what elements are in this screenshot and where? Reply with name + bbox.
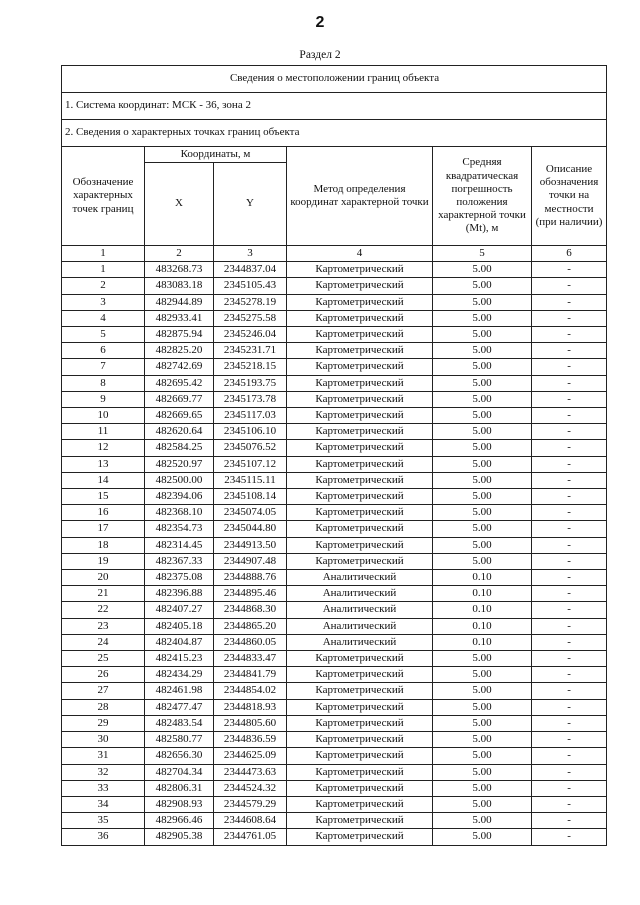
description: - xyxy=(532,278,607,294)
x-coordinate: 482461.98 xyxy=(145,683,214,699)
x-coordinate: 482669.77 xyxy=(145,391,214,407)
description: - xyxy=(532,683,607,699)
column-number: 3 xyxy=(214,246,287,262)
point-number: 26 xyxy=(62,667,145,683)
method: Картометрический xyxy=(287,780,433,796)
x-coordinate: 482933.41 xyxy=(145,310,214,326)
description: - xyxy=(532,408,607,424)
description: - xyxy=(532,424,607,440)
error-value: 5.00 xyxy=(433,796,532,812)
error-value: 5.00 xyxy=(433,651,532,667)
method: Картометрический xyxy=(287,651,433,667)
method: Картометрический xyxy=(287,456,433,472)
point-number: 28 xyxy=(62,699,145,715)
y-coordinate: 2345044.80 xyxy=(214,521,287,537)
point-number: 20 xyxy=(62,570,145,586)
error-value: 5.00 xyxy=(433,780,532,796)
method: Картометрический xyxy=(287,505,433,521)
x-coordinate: 482520.97 xyxy=(145,456,214,472)
error-value: 5.00 xyxy=(433,505,532,521)
method: Картометрический xyxy=(287,391,433,407)
x-coordinate: 482407.27 xyxy=(145,602,214,618)
x-coordinate: 482806.31 xyxy=(145,780,214,796)
x-coordinate: 482367.33 xyxy=(145,553,214,569)
x-coordinate: 482966.46 xyxy=(145,813,214,829)
y-coordinate: 2344865.20 xyxy=(214,618,287,634)
error-value: 5.00 xyxy=(433,262,532,278)
method: Картометрический xyxy=(287,278,433,294)
coord-system: 1. Система координат: МСК - 36, зона 2 xyxy=(62,93,607,120)
y-coordinate: 2344836.59 xyxy=(214,732,287,748)
x-coordinate: 482483.54 xyxy=(145,715,214,731)
x-coordinate: 482354.73 xyxy=(145,521,214,537)
description: - xyxy=(532,456,607,472)
point-number: 22 xyxy=(62,602,145,618)
description: - xyxy=(532,327,607,343)
error-value: 5.00 xyxy=(433,732,532,748)
column-number: 2 xyxy=(145,246,214,262)
y-coordinate: 2344625.09 xyxy=(214,748,287,764)
table-title: Сведения о местоположении границ объекта xyxy=(62,66,607,93)
error-value: 5.00 xyxy=(433,456,532,472)
table-row xyxy=(62,278,607,294)
table-row xyxy=(62,553,607,569)
y-coordinate: 2345076.52 xyxy=(214,440,287,456)
error-value: 5.00 xyxy=(433,278,532,294)
error-value: 5.00 xyxy=(433,537,532,553)
description: - xyxy=(532,359,607,375)
error-value: 5.00 xyxy=(433,764,532,780)
error-value: 5.00 xyxy=(433,489,532,505)
description: - xyxy=(532,634,607,650)
y-coordinate: 2344524.32 xyxy=(214,780,287,796)
error-value: 5.00 xyxy=(433,829,532,845)
point-number: 34 xyxy=(62,796,145,812)
y-coordinate: 2345108.14 xyxy=(214,489,287,505)
header-coordinates: Координаты, м xyxy=(145,147,287,163)
error-value: 5.00 xyxy=(433,553,532,569)
method: Картометрический xyxy=(287,489,433,505)
header-error: Средняя квадратическая погрешность положения характерной точки (Mt), м xyxy=(433,147,532,246)
y-coordinate: 2344837.04 xyxy=(214,262,287,278)
method: Картометрический xyxy=(287,553,433,569)
description: - xyxy=(532,262,607,278)
section-title: Раздел 2 xyxy=(299,49,341,61)
y-coordinate: 2344608.64 xyxy=(214,813,287,829)
method: Картометрический xyxy=(287,699,433,715)
method: Картометрический xyxy=(287,343,433,359)
error-value: 5.00 xyxy=(433,521,532,537)
coord-system-row xyxy=(62,93,607,120)
point-number: 12 xyxy=(62,440,145,456)
point-number: 27 xyxy=(62,683,145,699)
x-coordinate: 483083.18 xyxy=(145,278,214,294)
method: Картометрический xyxy=(287,472,433,488)
error-value: 0.10 xyxy=(433,634,532,650)
header-designation: Обозначение характерных точек границ xyxy=(62,147,145,246)
point-number: 8 xyxy=(62,375,145,391)
x-coordinate: 482477.47 xyxy=(145,699,214,715)
description: - xyxy=(532,521,607,537)
error-value: 0.10 xyxy=(433,586,532,602)
table-row xyxy=(62,310,607,326)
table-row xyxy=(62,699,607,715)
y-coordinate: 2345246.04 xyxy=(214,327,287,343)
x-coordinate: 482368.10 xyxy=(145,505,214,521)
method: Картометрический xyxy=(287,375,433,391)
y-coordinate: 2345106.10 xyxy=(214,424,287,440)
table-row xyxy=(62,618,607,634)
x-coordinate: 482394.06 xyxy=(145,489,214,505)
column-number-row xyxy=(62,246,607,262)
table-row xyxy=(62,456,607,472)
x-coordinate: 482908.93 xyxy=(145,796,214,812)
table-row xyxy=(62,262,607,278)
table-row xyxy=(62,327,607,343)
error-value: 5.00 xyxy=(433,683,532,699)
description: - xyxy=(532,764,607,780)
header-row xyxy=(62,147,607,163)
y-coordinate: 2345278.19 xyxy=(214,294,287,310)
description: - xyxy=(532,602,607,618)
point-number: 31 xyxy=(62,748,145,764)
x-coordinate: 482396.88 xyxy=(145,586,214,602)
y-coordinate: 2344805.60 xyxy=(214,715,287,731)
point-number: 23 xyxy=(62,618,145,634)
error-value: 5.00 xyxy=(433,359,532,375)
point-number: 13 xyxy=(62,456,145,472)
error-value: 5.00 xyxy=(433,699,532,715)
method: Картометрический xyxy=(287,829,433,845)
y-coordinate: 2344818.93 xyxy=(214,699,287,715)
description: - xyxy=(532,586,607,602)
description: - xyxy=(532,440,607,456)
table-row xyxy=(62,408,607,424)
point-number: 15 xyxy=(62,489,145,505)
method: Аналитический xyxy=(287,634,433,650)
y-coordinate: 2344868.30 xyxy=(214,602,287,618)
y-coordinate: 2345173.78 xyxy=(214,391,287,407)
point-number: 16 xyxy=(62,505,145,521)
table-row xyxy=(62,440,607,456)
description: - xyxy=(532,699,607,715)
table-row xyxy=(62,748,607,764)
point-number: 14 xyxy=(62,472,145,488)
points-title: 2. Сведения о характерных точках границ объекта xyxy=(62,120,607,147)
y-coordinate: 2344854.02 xyxy=(214,683,287,699)
error-value: 5.00 xyxy=(433,667,532,683)
x-coordinate: 482434.29 xyxy=(145,667,214,683)
table-title-row xyxy=(62,66,607,93)
boundary-points-table xyxy=(61,65,607,846)
description: - xyxy=(532,489,607,505)
table-row xyxy=(62,634,607,650)
y-coordinate: 2344833.47 xyxy=(214,651,287,667)
method: Картометрический xyxy=(287,440,433,456)
point-number: 18 xyxy=(62,537,145,553)
point-number: 7 xyxy=(62,359,145,375)
table-row xyxy=(62,343,607,359)
x-coordinate: 482656.30 xyxy=(145,748,214,764)
y-coordinate: 2344841.79 xyxy=(214,667,287,683)
x-coordinate: 482704.34 xyxy=(145,764,214,780)
method: Картометрический xyxy=(287,262,433,278)
x-coordinate: 482695.42 xyxy=(145,375,214,391)
page-number: 2 xyxy=(315,14,325,31)
description: - xyxy=(532,813,607,829)
point-number: 1 xyxy=(62,262,145,278)
error-value: 5.00 xyxy=(433,748,532,764)
point-number: 9 xyxy=(62,391,145,407)
y-coordinate: 2345107.12 xyxy=(214,456,287,472)
y-coordinate: 2344913.50 xyxy=(214,537,287,553)
method: Картометрический xyxy=(287,294,433,310)
description: - xyxy=(532,391,607,407)
description: - xyxy=(532,715,607,731)
table-row xyxy=(62,651,607,667)
table-row xyxy=(62,829,607,845)
y-coordinate: 2344895.46 xyxy=(214,586,287,602)
y-coordinate: 2345117.03 xyxy=(214,408,287,424)
table-row xyxy=(62,537,607,553)
table-row xyxy=(62,796,607,812)
table-row xyxy=(62,391,607,407)
error-value: 5.00 xyxy=(433,343,532,359)
y-coordinate: 2344888.76 xyxy=(214,570,287,586)
description: - xyxy=(532,796,607,812)
description: - xyxy=(532,343,607,359)
point-number: 10 xyxy=(62,408,145,424)
table-row xyxy=(62,813,607,829)
method: Картометрический xyxy=(287,764,433,780)
description: - xyxy=(532,553,607,569)
description: - xyxy=(532,570,607,586)
method: Картометрический xyxy=(287,715,433,731)
column-number: 4 xyxy=(287,246,433,262)
point-number: 11 xyxy=(62,424,145,440)
method: Картометрический xyxy=(287,310,433,326)
method: Картометрический xyxy=(287,683,433,699)
table-row xyxy=(62,359,607,375)
y-coordinate: 2344473.63 xyxy=(214,764,287,780)
table-row xyxy=(62,715,607,731)
y-coordinate: 2345193.75 xyxy=(214,375,287,391)
method: Картометрический xyxy=(287,796,433,812)
error-value: 5.00 xyxy=(433,424,532,440)
description: - xyxy=(532,651,607,667)
error-value: 5.00 xyxy=(433,813,532,829)
table-row xyxy=(62,489,607,505)
error-value: 5.00 xyxy=(433,440,532,456)
point-number: 17 xyxy=(62,521,145,537)
table-row xyxy=(62,683,607,699)
method: Аналитический xyxy=(287,618,433,634)
method: Картометрический xyxy=(287,667,433,683)
x-coordinate: 482944.89 xyxy=(145,294,214,310)
y-coordinate: 2344860.05 xyxy=(214,634,287,650)
table-row xyxy=(62,780,607,796)
table-row xyxy=(62,570,607,586)
method: Картометрический xyxy=(287,732,433,748)
x-coordinate: 482500.00 xyxy=(145,472,214,488)
point-number: 29 xyxy=(62,715,145,731)
method: Картометрический xyxy=(287,327,433,343)
error-value: 0.10 xyxy=(433,570,532,586)
x-coordinate: 482584.25 xyxy=(145,440,214,456)
description: - xyxy=(532,505,607,521)
y-coordinate: 2345074.05 xyxy=(214,505,287,521)
method: Картометрический xyxy=(287,748,433,764)
y-coordinate: 2345231.71 xyxy=(214,343,287,359)
error-value: 5.00 xyxy=(433,408,532,424)
header-description: Описание обозначения точки на местности (при наличии) xyxy=(532,147,607,246)
point-number: 2 xyxy=(62,278,145,294)
table-row xyxy=(62,294,607,310)
points-title-row xyxy=(62,120,607,147)
table-row xyxy=(62,505,607,521)
method: Картометрический xyxy=(287,359,433,375)
description: - xyxy=(532,375,607,391)
description: - xyxy=(532,667,607,683)
description: - xyxy=(532,537,607,553)
y-coordinate: 2344579.29 xyxy=(214,796,287,812)
description: - xyxy=(532,310,607,326)
table-row xyxy=(62,667,607,683)
column-number: 5 xyxy=(433,246,532,262)
method: Картометрический xyxy=(287,813,433,829)
table-row xyxy=(62,424,607,440)
method: Картометрический xyxy=(287,408,433,424)
method: Аналитический xyxy=(287,602,433,618)
method: Картометрический xyxy=(287,424,433,440)
error-value: 0.10 xyxy=(433,618,532,634)
table-row xyxy=(62,521,607,537)
x-coordinate: 482620.64 xyxy=(145,424,214,440)
x-coordinate: 482825.20 xyxy=(145,343,214,359)
header-method: Метод определения координат характерной точки xyxy=(287,147,433,246)
point-number: 25 xyxy=(62,651,145,667)
y-coordinate: 2345105.43 xyxy=(214,278,287,294)
description: - xyxy=(532,294,607,310)
method: Аналитический xyxy=(287,586,433,602)
point-number: 6 xyxy=(62,343,145,359)
x-coordinate: 482669.65 xyxy=(145,408,214,424)
x-coordinate: 482415.23 xyxy=(145,651,214,667)
point-number: 21 xyxy=(62,586,145,602)
point-number: 35 xyxy=(62,813,145,829)
description: - xyxy=(532,618,607,634)
method: Картометрический xyxy=(287,537,433,553)
x-coordinate: 482404.87 xyxy=(145,634,214,650)
error-value: 5.00 xyxy=(433,391,532,407)
x-coordinate: 482375.08 xyxy=(145,570,214,586)
point-number: 5 xyxy=(62,327,145,343)
x-coordinate: 482405.18 xyxy=(145,618,214,634)
y-coordinate: 2344761.05 xyxy=(214,829,287,845)
header-y: Y xyxy=(214,163,287,246)
point-number: 19 xyxy=(62,553,145,569)
method: Аналитический xyxy=(287,570,433,586)
point-number: 36 xyxy=(62,829,145,845)
x-coordinate: 482742.69 xyxy=(145,359,214,375)
table-row xyxy=(62,586,607,602)
point-number: 32 xyxy=(62,764,145,780)
point-number: 30 xyxy=(62,732,145,748)
y-coordinate: 2345115.11 xyxy=(214,472,287,488)
x-coordinate: 482905.38 xyxy=(145,829,214,845)
table-row xyxy=(62,764,607,780)
column-number: 6 xyxy=(532,246,607,262)
error-value: 5.00 xyxy=(433,310,532,326)
description: - xyxy=(532,829,607,845)
description: - xyxy=(532,732,607,748)
point-number: 24 xyxy=(62,634,145,650)
table-row xyxy=(62,732,607,748)
header-x: X xyxy=(145,163,214,246)
x-coordinate: 482580.77 xyxy=(145,732,214,748)
description: - xyxy=(532,780,607,796)
table-row xyxy=(62,472,607,488)
table-row xyxy=(62,602,607,618)
x-coordinate: 482314.45 xyxy=(145,537,214,553)
error-value: 5.00 xyxy=(433,715,532,731)
error-value: 5.00 xyxy=(433,375,532,391)
description: - xyxy=(532,472,607,488)
column-number: 1 xyxy=(62,246,145,262)
error-value: 0.10 xyxy=(433,602,532,618)
y-coordinate: 2345218.15 xyxy=(214,359,287,375)
description: - xyxy=(532,748,607,764)
y-coordinate: 2344907.48 xyxy=(214,553,287,569)
method: Картометрический xyxy=(287,521,433,537)
x-coordinate: 482875.94 xyxy=(145,327,214,343)
error-value: 5.00 xyxy=(433,294,532,310)
y-coordinate: 2345275.58 xyxy=(214,310,287,326)
point-number: 3 xyxy=(62,294,145,310)
error-value: 5.00 xyxy=(433,472,532,488)
point-number: 33 xyxy=(62,780,145,796)
point-number: 4 xyxy=(62,310,145,326)
x-coordinate: 483268.73 xyxy=(145,262,214,278)
table-row xyxy=(62,375,607,391)
error-value: 5.00 xyxy=(433,327,532,343)
